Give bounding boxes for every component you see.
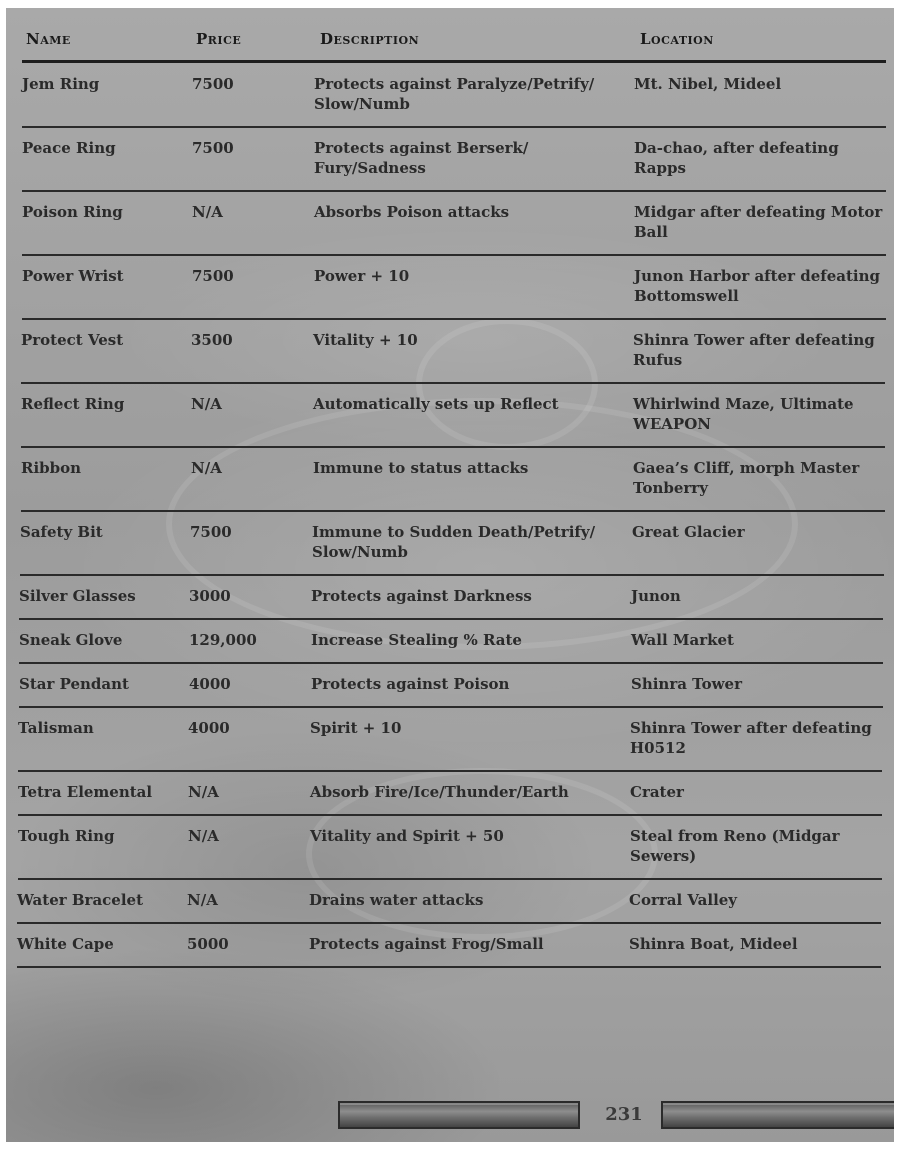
item-description: Immune to status attacks xyxy=(313,459,529,477)
table-row xyxy=(22,64,886,128)
table-row xyxy=(21,384,885,448)
table-row xyxy=(17,924,881,968)
page-footer xyxy=(6,1093,894,1133)
item-location: Da-chao, after defeating Rapps xyxy=(634,139,839,177)
item-price: 4000 xyxy=(189,675,231,693)
item-name: Star Pendant xyxy=(19,675,129,693)
item-name: Silver Glasses xyxy=(19,587,136,605)
table-row xyxy=(18,772,882,816)
column-header-price: Price xyxy=(196,30,242,48)
table-row xyxy=(19,576,883,620)
item-name: Tough Ring xyxy=(18,827,115,845)
column-header-name: Name xyxy=(26,30,71,48)
item-location: Shinra Tower after defeating Rufus xyxy=(633,331,875,369)
table-row xyxy=(21,448,885,512)
item-description: Protects against Berserk/ Fury/Sadness xyxy=(314,139,529,177)
item-description: Power + 10 xyxy=(314,267,410,285)
item-price: 3500 xyxy=(191,331,233,349)
item-location: Wall Market xyxy=(631,631,734,649)
item-location: Midgar after defeating Motor Ball xyxy=(634,203,883,241)
item-location: Junon Harbor after defeating Bottomswell xyxy=(634,267,880,305)
item-price: 7500 xyxy=(192,139,234,157)
item-description: Vitality + 10 xyxy=(313,331,418,349)
column-header-location: Location xyxy=(640,30,714,48)
table-row xyxy=(18,708,882,772)
item-description: Absorb Fire/Ice/Thunder/Earth xyxy=(310,783,569,801)
footer-bar-right xyxy=(661,1101,894,1129)
item-price: 129,000 xyxy=(189,631,257,649)
item-location: Mt. Nibel, Mideel xyxy=(634,75,782,93)
document-page xyxy=(6,8,894,1142)
table-row xyxy=(19,620,883,664)
item-description: Increase Stealing % Rate xyxy=(311,631,522,649)
item-name: Protect Vest xyxy=(21,331,124,349)
item-name: Reflect Ring xyxy=(21,395,125,413)
item-location: Crater xyxy=(630,783,684,801)
item-description: Protects against Paralyze/Petrify/ Slow/Numb xyxy=(314,75,595,113)
item-description: Drains water attacks xyxy=(309,891,484,909)
item-price: 7500 xyxy=(192,75,234,93)
item-price: N/A xyxy=(188,783,219,801)
item-name: Safety Bit xyxy=(20,523,103,541)
item-description: Spirit + 10 xyxy=(310,719,402,737)
item-price: N/A xyxy=(187,891,218,909)
item-price: N/A xyxy=(191,459,222,477)
table-row xyxy=(18,816,882,880)
item-location: Gaea’s Cliff, morph Master Tonberry xyxy=(633,459,860,497)
item-name: Talisman xyxy=(18,719,94,737)
item-name: Peace Ring xyxy=(22,139,116,157)
item-name: Sneak Glove xyxy=(19,631,123,649)
item-price: N/A xyxy=(191,395,222,413)
item-location: Junon xyxy=(631,587,681,605)
item-name: Tetra Elemental xyxy=(18,783,153,801)
item-location: Shinra Tower xyxy=(631,675,742,693)
item-name: White Cape xyxy=(17,935,114,953)
item-description: Protects against Darkness xyxy=(311,587,532,605)
table-row xyxy=(17,880,881,924)
item-description: Absorbs Poison attacks xyxy=(314,203,510,221)
footer-bar-left xyxy=(338,1101,580,1129)
item-location: Whirlwind Maze, Ultimate WEAPON xyxy=(633,395,854,433)
item-name: Ribbon xyxy=(21,459,82,477)
table-row xyxy=(19,664,883,708)
item-price: N/A xyxy=(192,203,223,221)
table-row xyxy=(22,256,886,320)
page-number: 231 xyxy=(605,1104,643,1125)
item-location: Shinra Boat, Mideel xyxy=(629,935,798,953)
item-name: Poison Ring xyxy=(22,203,123,221)
item-location: Shinra Tower after defeating H0512 xyxy=(630,719,872,757)
item-price: 4000 xyxy=(188,719,230,737)
item-price: 7500 xyxy=(192,267,234,285)
item-name: Jem Ring xyxy=(22,75,100,93)
column-header-description: Description xyxy=(320,30,420,48)
item-description: Protects against Poison xyxy=(311,675,510,693)
table-body xyxy=(6,8,894,1008)
item-description: Vitality and Spirit + 50 xyxy=(310,827,504,845)
item-location: Corral Valley xyxy=(629,891,738,909)
item-name: Power Wrist xyxy=(22,267,124,285)
item-name: Water Bracelet xyxy=(17,891,144,909)
item-description: Immune to Sudden Death/Petrify/ Slow/Numb xyxy=(312,523,596,561)
item-description: Protects against Frog/Small xyxy=(309,935,544,953)
table-row xyxy=(22,192,886,256)
item-price: 5000 xyxy=(187,935,229,953)
table-row xyxy=(21,320,885,384)
item-price: 3000 xyxy=(189,587,231,605)
item-description: Automatically sets up Reflect xyxy=(313,395,559,413)
table-row xyxy=(22,128,886,192)
item-price: N/A xyxy=(188,827,219,845)
item-price: 7500 xyxy=(190,523,232,541)
item-location: Steal from Reno (Midgar Sewers) xyxy=(630,827,840,865)
table-row xyxy=(20,512,884,576)
item-location: Great Glacier xyxy=(632,523,745,541)
